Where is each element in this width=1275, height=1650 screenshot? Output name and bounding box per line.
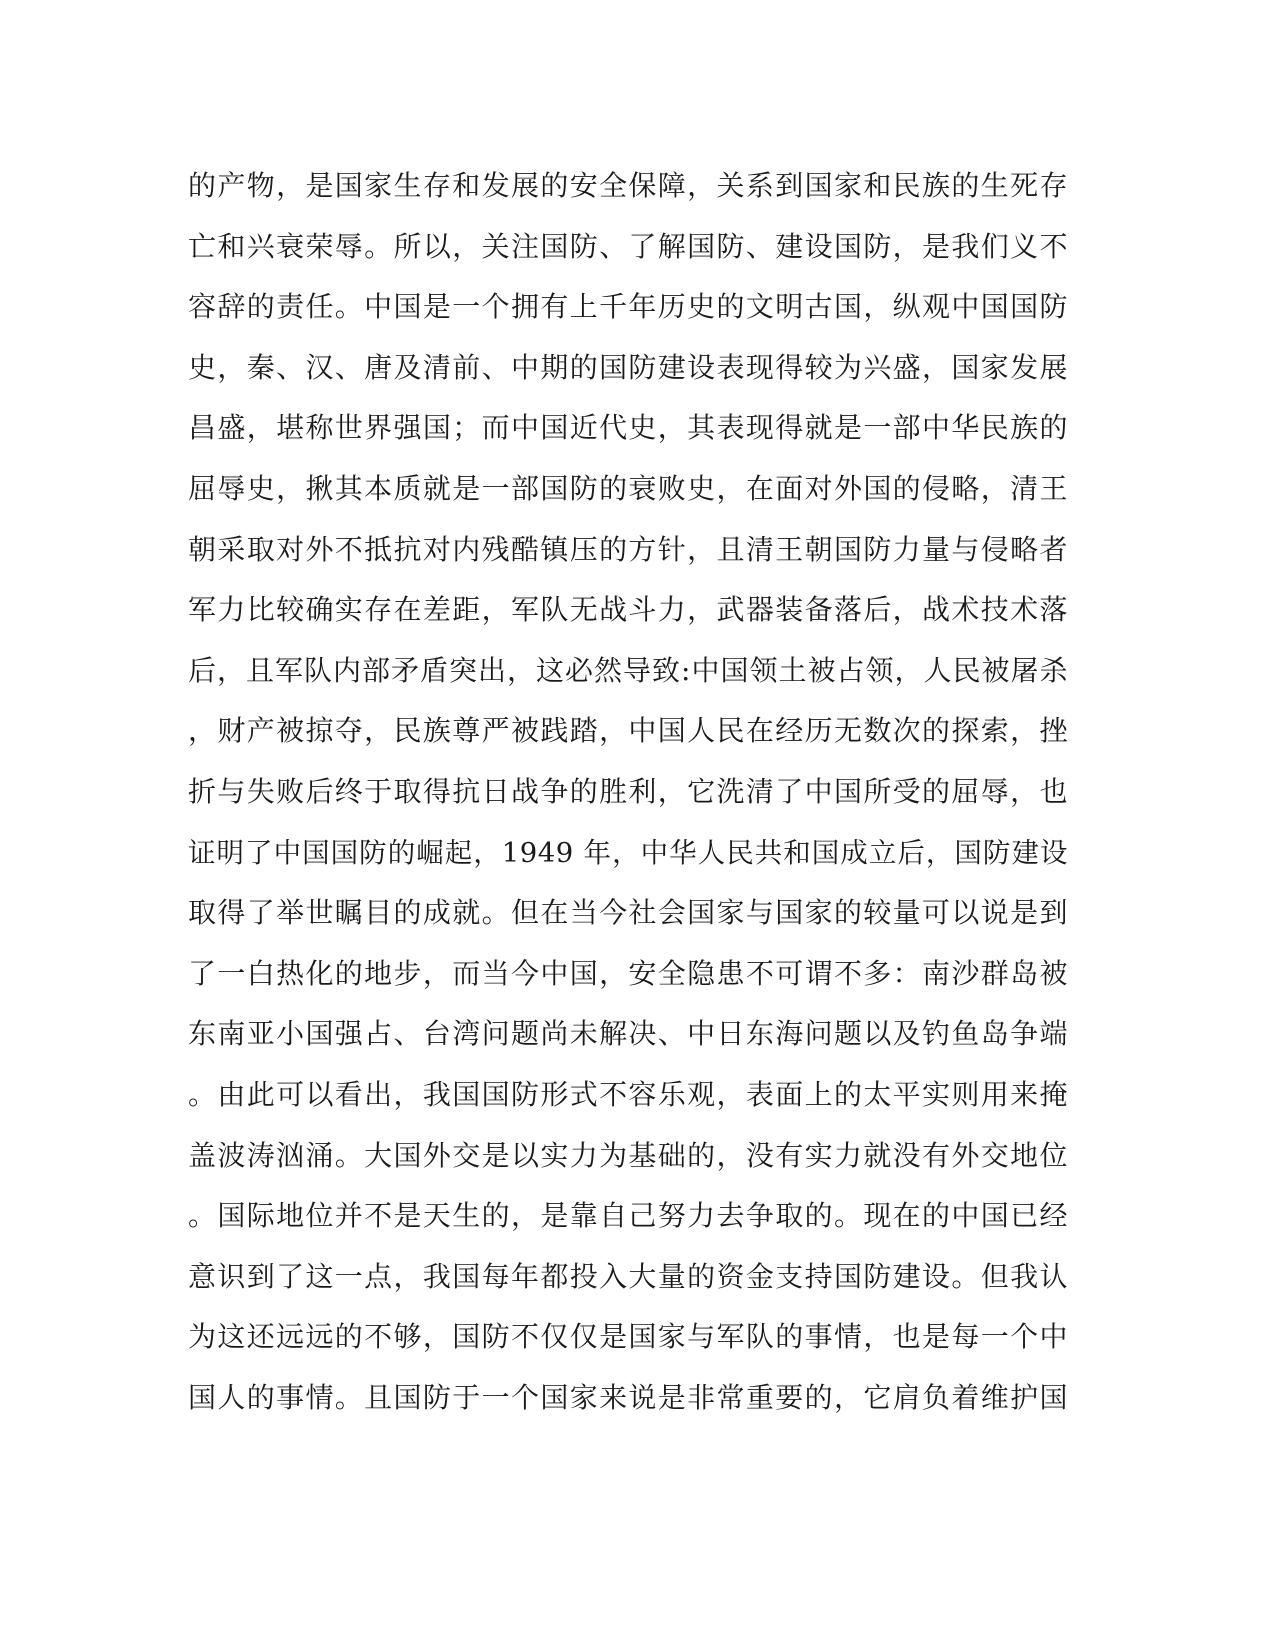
text-line: 屈辱史，揪其本质就是一部国防的衰败史，在面对外国的侵略，清王: [188, 471, 1068, 505]
text-line: 国人的事情。且国防于一个国家来说是非常重要的，它肩负着维护国: [188, 1380, 1068, 1414]
text-line: 为这还远远的不够，国防不仅仅是国家与军队的事情，也是每一个中: [188, 1320, 1068, 1354]
text-line: 军力比较确实存在差距，军队无战斗力，武器装备落后，战术技术落: [188, 593, 1068, 627]
text-line: 容辞的责任。中国是一个拥有上千年历史的文明古国，纵观中国国防: [188, 290, 1068, 324]
body-text: [188, 166, 1068, 1438]
text-line: 折与失败后终于取得抗日战争的胜利，它洗清了中国所受的屈辱，也: [188, 774, 1068, 808]
text-line: 。国际地位并不是天生的，是靠自己努力去争取的。现在的中国已经: [188, 1199, 1068, 1233]
text-line: 意识到了这一点，我国每年都投入大量的资金支持国防建设。但我认: [188, 1259, 1068, 1293]
text-line: 东南亚小国强占、台湾问题尚未解决、中日东海问题以及钓鱼岛争端: [188, 1017, 1068, 1051]
text-line: 亡和兴衰荣辱。所以，关注国防、了解国防、建设国防，是我们义不: [188, 229, 1068, 263]
text-line: 的产物，是国家生存和发展的安全保障，关系到国家和民族的生死存: [188, 169, 1068, 202]
text-line: 取得了举世瞩目的成就。但在当今社会国家与国家的较量可以说是到: [188, 896, 1068, 930]
text-line: 证明了中国国防的崛起，1949 年，中华人民共和国成立后，国防建设: [188, 836, 1068, 869]
text-line: 史，秦、汉、唐及清前、中期的国防建设表现得较为兴盛，国家发展: [188, 350, 1068, 384]
text-line: 后，且军队内部矛盾突出，这必然导致:中国领土被占领，人民被屠杀: [188, 653, 1068, 687]
text-line: 昌盛，堪称世界强国；而中国近代史，其表现得就是一部中华民族的: [188, 411, 1068, 445]
text-line: 朝采取对外不抵抗对内残酷镇压的方针，且清王朝国防力量与侵略者: [188, 532, 1068, 566]
text-line: 盖波涛汹涌。大国外交是以实力为基础的，没有实力就没有外交地位: [188, 1138, 1068, 1172]
text-line: 了一白热化的地步，而当今中国，安全隐患不可谓不多：南沙群岛被: [188, 956, 1068, 990]
text-line: 。由此可以看出，我国国防形式不容乐观，表面上的太平实则用来掩: [188, 1077, 1068, 1111]
text-line: ，财产被掠夺，民族尊严被践踏，中国人民在经历无数次的探索，挫: [188, 714, 1068, 748]
